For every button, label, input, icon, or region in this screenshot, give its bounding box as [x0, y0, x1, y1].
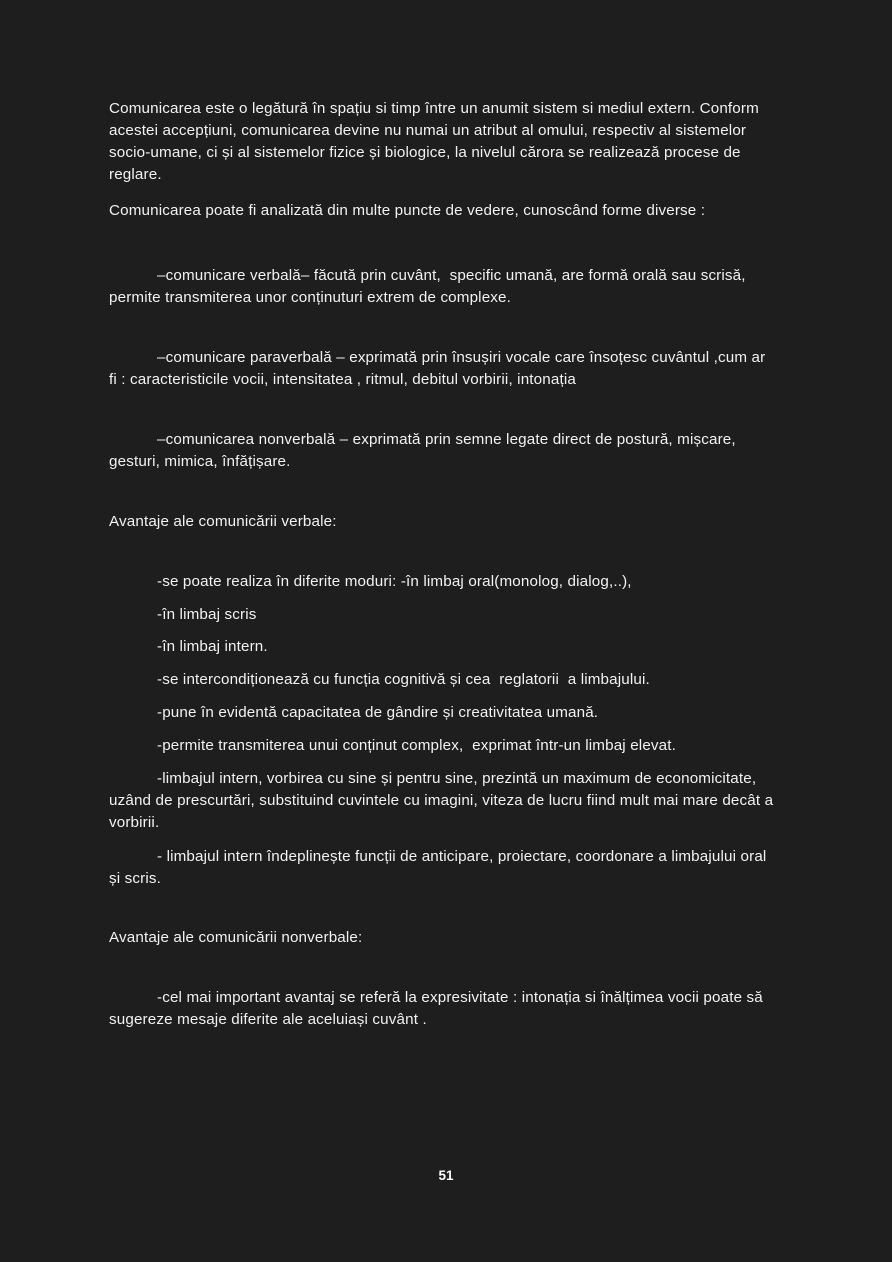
list-item-complex-content: -permite transmiterea unui conținut complex, exprimat într-un limbaj elevat.	[157, 737, 677, 755]
list-item-internal-language: -în limbaj intern.	[157, 638, 268, 656]
paragraph-verbal-communication: –comunicare verbală– făcută prin cuvânt, specific umană, are formă orală sau scrisă, permite transmiterea unor conținuturi extrem de complexe.	[109, 267, 751, 307]
paragraph-nonverbal-communication: –comunicarea nonverbală – exprimată prin semne legate direct de postură, mișcare, gesturi, mimica, înfățișare.	[109, 431, 741, 470]
heading-nonverbal-advantages: Avantaje ale comunicării nonverbale:	[109, 929, 363, 947]
paragraph-communication-definition: Comunicarea este o legătură în spațiu si timp între un anumit sistem si mediul extern. Conform acestei accepțiuni, comunicarea devine nu numai un atribut al omului, respectiv al sistemelor socio-umane, ci și al sistemelor fizice și biologice, la nivelul cărora se realizează procese de reglare.	[109, 100, 764, 183]
paragraph-paraverbal-communication: –comunicare paraverbală – exprimată prin însușiri vocale care însoțesc cuvântul ,cum ar fi : caracteristicile vocii, intensitatea , ritmul, debitul vorbirii, intonația	[109, 349, 770, 389]
page-number: 51	[438, 1168, 454, 1183]
list-item-internal-speech-economy: -limbajul intern, vorbirea cu sine și pentru sine, prezintă un maximum de economicitate, uzând de prescurtări, substituind cuvintele cu imagini, viteza de lucru fiind mult mai mare decât a vorbirii.	[109, 770, 778, 831]
list-item-expressivity-advantage: -cel mai important avantaj se referă la expresivitate : intonația si înălțimea vocii poate să sugereze mesaje diferite ale aceluiași cuvânt .	[109, 989, 768, 1029]
list-item-cognitive-function: -se intercondiționează cu funcția cognitivă și cea reglatorii a limbajului.	[157, 671, 650, 689]
document-body	[109, 98, 777, 1031]
list-item-internal-language-functions: - limbajul intern îndeplinește funcții de anticipare, proiectare, coordonare a limbajului oral și scris.	[109, 847, 771, 887]
paragraph-forms-intro: Comunicarea poate fi analizată din multe puncte de vedere, cunoscând forme diverse :	[109, 201, 706, 219]
list-item-thinking-creativity: -pune în evidentă capacitatea de gândire și creativitatea umană.	[157, 704, 599, 722]
heading-verbal-advantages: Avantaje ale comunicării verbale:	[109, 512, 337, 530]
list-item-written-language: -în limbaj scris	[157, 605, 257, 623]
list-item-verbal-modes: -se poate realiza în diferite moduri: -în limbaj oral(monolog, dialog,..),	[157, 572, 632, 590]
